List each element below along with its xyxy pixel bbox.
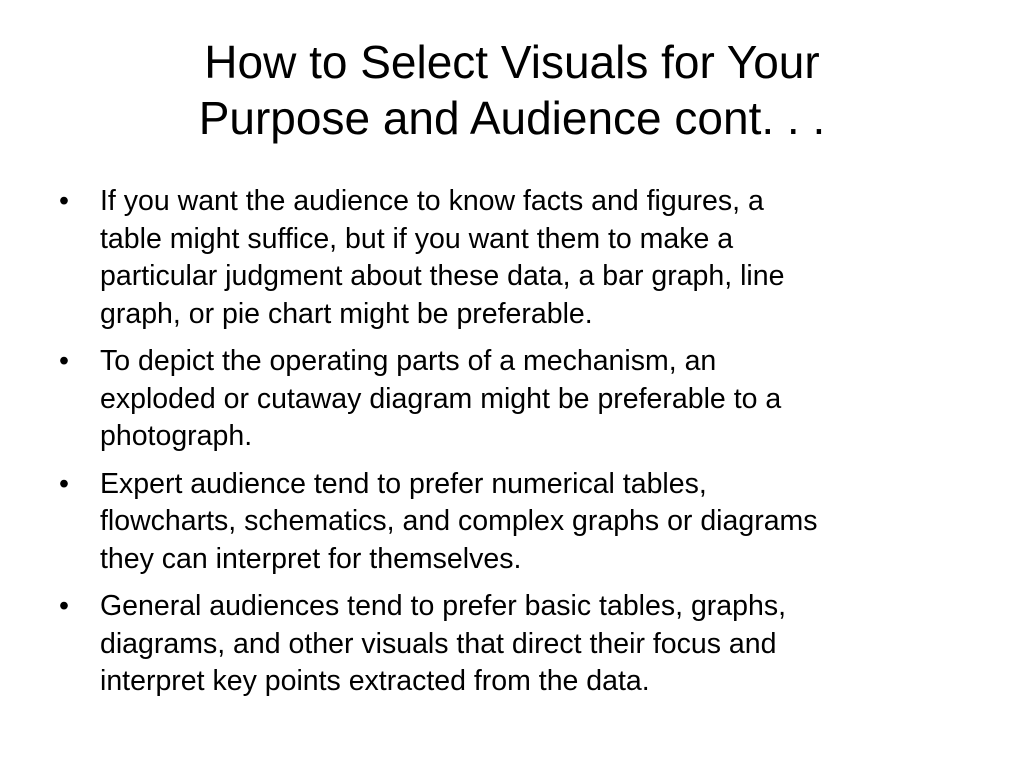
bullet-list bbox=[56, 183, 976, 711]
bullet-text-line: diagrams, and other visuals that direct their focus and bbox=[100, 627, 777, 660]
bullet-text-line: table might suffice, but if you want them to make a bbox=[100, 222, 734, 255]
bullet-text-line: flowcharts, schematics, and complex graphs or diagrams bbox=[100, 505, 818, 537]
bullet-text-line: they can interpret for themselves. bbox=[100, 542, 522, 575]
bullet-text-line: General audiences tend to prefer basic tables, graphs, bbox=[100, 590, 787, 622]
bullet-icon: • bbox=[59, 345, 69, 377]
title-line: How to Select Visuals for Your bbox=[204, 36, 820, 88]
bullet-icon: • bbox=[59, 590, 69, 622]
title-line: Purpose and Audience cont. . . bbox=[198, 92, 826, 144]
bullet-icon: • bbox=[59, 185, 69, 217]
bullet-text-line: exploded or cutaway diagram might be preferable to a bbox=[100, 382, 782, 415]
bullet-text-line: photograph. bbox=[100, 420, 253, 452]
bullet-item bbox=[56, 183, 976, 333]
bullet-item bbox=[56, 588, 976, 701]
bullet-item bbox=[56, 343, 976, 456]
bullet-text-line: particular judgment about these data, a bar graph, line bbox=[100, 260, 785, 292]
bullet-text-line: graph, or pie chart might be preferable. bbox=[100, 297, 593, 330]
bullet-icon: • bbox=[59, 467, 69, 500]
bullet-text-line: If you want the audience to know facts and figures, a bbox=[100, 185, 764, 217]
slide-title bbox=[40, 34, 984, 146]
bullet-text-line: interpret key points extracted from the data. bbox=[100, 665, 650, 697]
bullet-item bbox=[56, 466, 976, 579]
bullet-text-line: Expert audience tend to prefer numerical tables, bbox=[100, 467, 707, 500]
bullet-text-line: To depict the operating parts of a mechanism, an bbox=[100, 345, 717, 377]
